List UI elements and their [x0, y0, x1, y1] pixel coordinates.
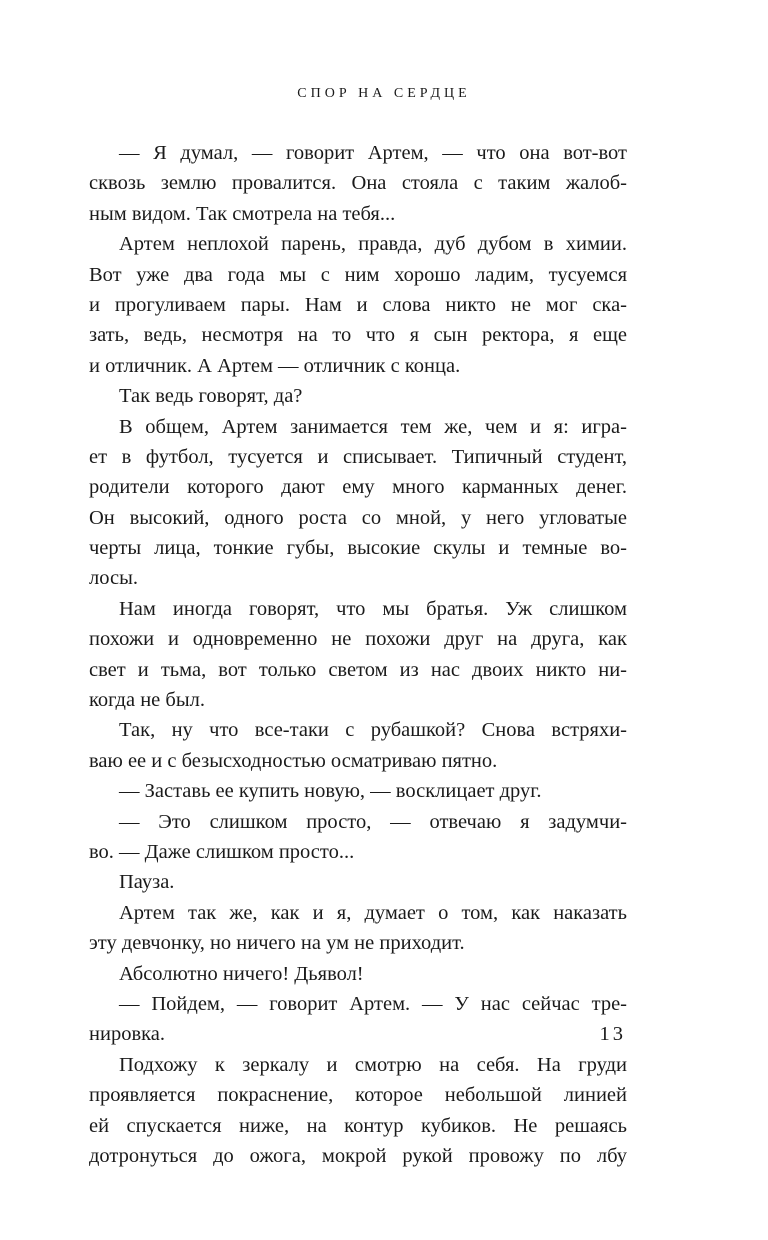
text-line: ет в футбол, тусуется и списывает. Типичный студент,	[89, 445, 627, 468]
text-line: Нам иногда говорят, что мы братья. Уж слишком	[119, 597, 627, 620]
text-line: когда не был.	[89, 689, 205, 712]
text-line: дотронуться до ожога, мокрой рукой провожу по лбу	[89, 1144, 627, 1167]
text-line: Подхожу к зеркалу и смотрю на себя. На груди	[119, 1053, 627, 1076]
text-line: ей спускается ниже, на контур кубиков. Не решаясь	[89, 1114, 627, 1137]
text-line: нировка.	[89, 1023, 165, 1046]
text-line: черты лица, тонкие губы, высокие скулы и темные во-	[89, 537, 627, 560]
text-line: Так ведь говорят, да?	[119, 385, 303, 408]
text-line: во. — Даже слишком просто...	[89, 840, 355, 863]
text-line: Он высокий, одного роста со мной, у него угловатые	[89, 506, 627, 529]
text-line: сквозь землю провалится. Она стояла с таким жалоб-	[89, 172, 627, 195]
text-line: ваю ее и с безысходностью осматриваю пятно.	[89, 749, 498, 772]
text-line: — Пойдем, — говорит Артем. — У нас сейчас тре-	[119, 992, 627, 1015]
text-line: ным видом. Так смотрела на тебя...	[89, 202, 396, 225]
text-line: Абсолютно ничего! Дьявол!	[119, 962, 364, 985]
text-line: — Я думал, — говорит Артем, — что она вот-вот	[119, 142, 627, 164]
text-line: Вот уже два года мы с ним хорошо ладим, тусуемся	[89, 263, 627, 286]
text-line: — Это слишком просто, — отвечаю я задумчи-	[119, 810, 627, 833]
text-line: — Заставь ее купить новую, — восклицает друг.	[119, 780, 542, 803]
text-line: лосы.	[89, 567, 138, 590]
text-line: родители которого дают ему много карманных денег.	[89, 476, 627, 499]
text-line: Артем так же, как и я, думает о том, как наказать	[119, 901, 627, 924]
body-text	[89, 138, 627, 1171]
text-line: и отличник. А Артем — отличник с конца.	[89, 354, 461, 377]
running-title: СПОР НА СЕРДЦЕ	[297, 86, 471, 101]
text-line: Пауза.	[119, 871, 175, 894]
page-number: 13	[599, 1023, 626, 1045]
text-line: зать, ведь, несмотря на то что я сын ректора, я еще	[89, 324, 627, 347]
text-line: и прогуливаем пары. Нам и слова никто не мог ска-	[89, 293, 627, 316]
text-line: проявляется покраснение, которое небольшой линией	[89, 1084, 627, 1107]
text-line: похожи и одновременно не похожи друг на друга, как	[89, 628, 627, 651]
text-line: В общем, Артем занимается тем же, чем и я: игра-	[119, 415, 627, 438]
text-line: Артем неплохой парень, правда, дуб дубом в химии.	[119, 233, 627, 256]
text-line: эту девчонку, но ничего на ум не приходит.	[89, 932, 465, 955]
text-line: Так, ну что все-таки с рубашкой? Снова встряхи-	[119, 719, 627, 742]
text-line: свет и тьма, вот только светом из нас двоих никто ни-	[89, 658, 627, 681]
